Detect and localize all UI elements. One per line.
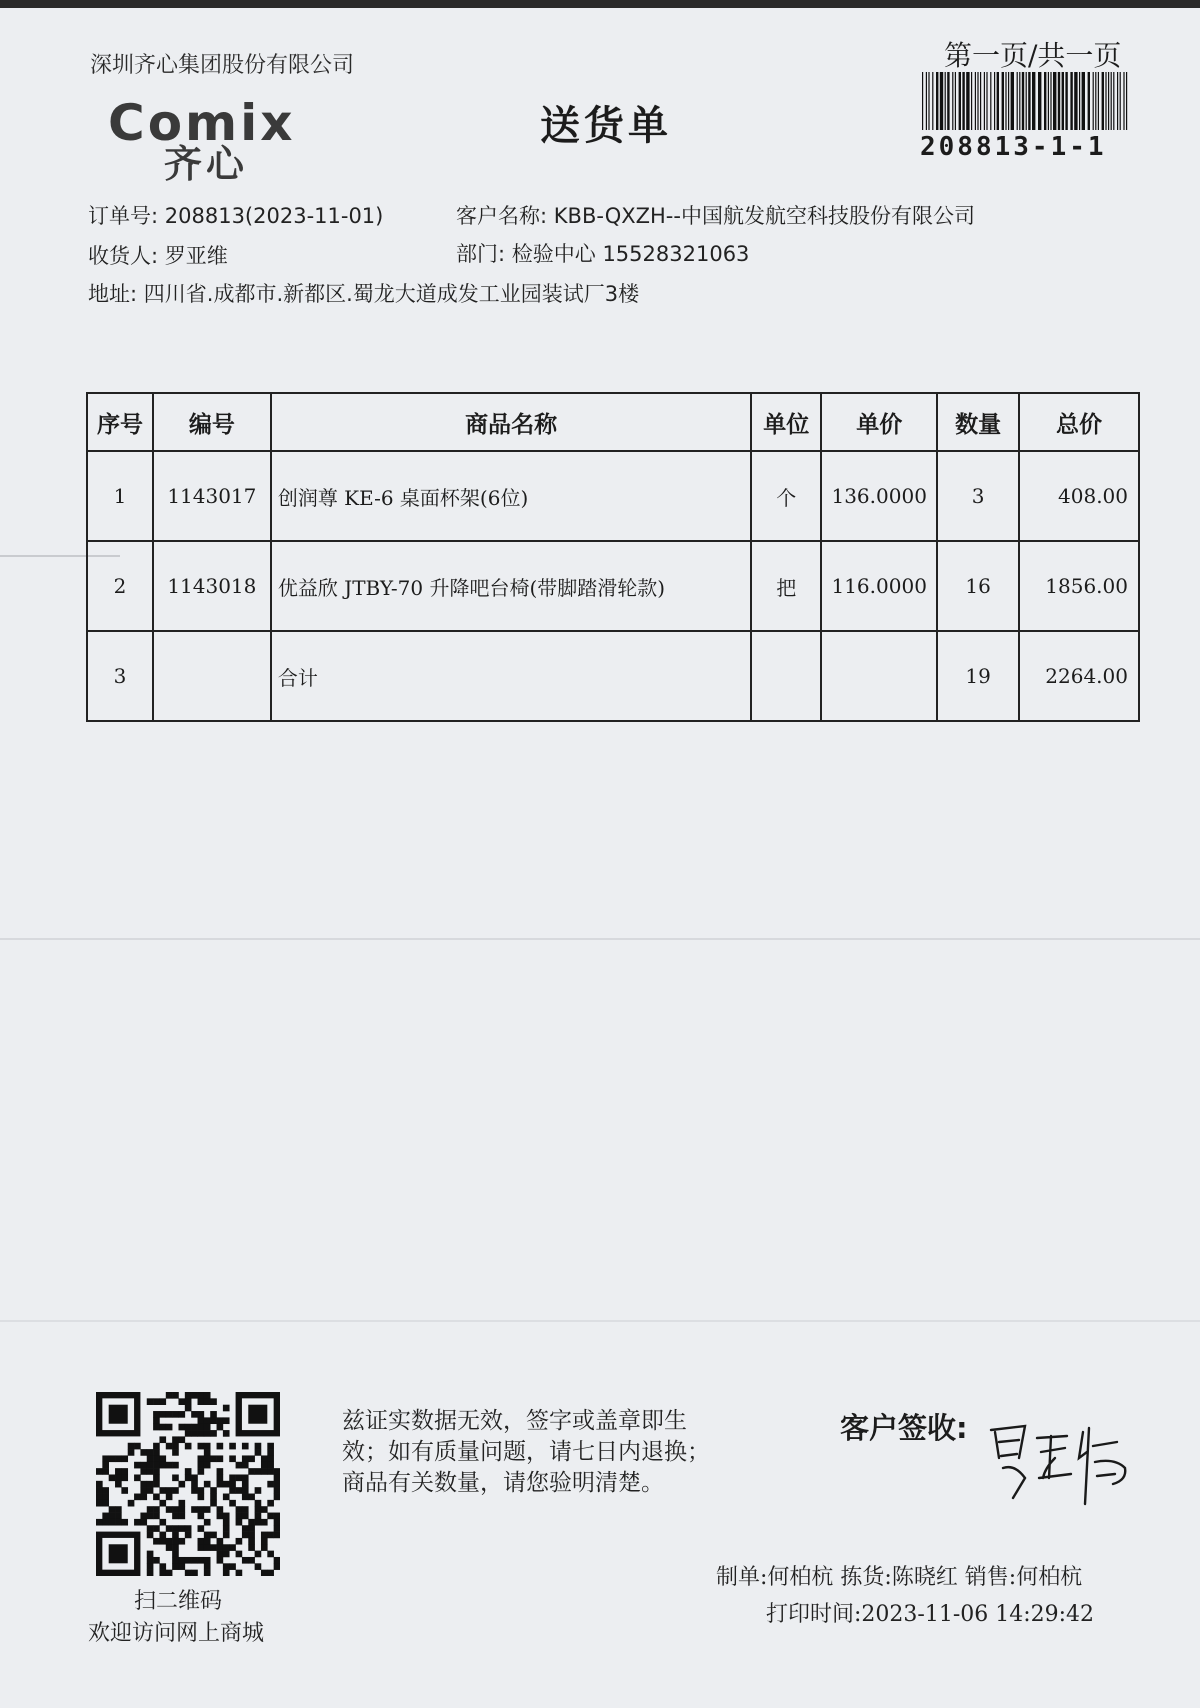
cell-price: 136.0000 <box>821 451 937 541</box>
order-number-value: 208813(2023-11-01) <box>164 204 384 228</box>
barcode-number: 208813-1-1 <box>920 132 1107 162</box>
column-header: 数量 <box>937 393 1019 451</box>
qr-code-image[interactable] <box>96 1392 280 1576</box>
cell-unit: 个 <box>751 451 821 541</box>
column-header: 单价 <box>821 393 937 451</box>
cell-qty: 19 <box>937 631 1019 721</box>
customer-name-value: KBB-QXZH--中国航发航空科技股份有限公司 <box>553 204 975 228</box>
cell-total: 408.00 <box>1019 451 1139 541</box>
department-value: 检验中心 15528321063 <box>511 242 750 266</box>
company-name: 深圳齐心集团股份有限公司 <box>90 53 355 78</box>
logo-chinese: 齐心 <box>164 142 249 186</box>
customer-name <box>456 200 975 230</box>
staff-line: 制单:何柏杭 拣货:陈晓红 销售:何柏杭 <box>716 1565 1083 1590</box>
cell-price: 116.0000 <box>821 541 937 631</box>
column-header: 商品名称 <box>271 393 752 451</box>
table-row <box>87 451 1139 541</box>
receiver-value: 罗亚维 <box>164 244 228 268</box>
cell-seq: 1 <box>87 451 153 541</box>
address <box>88 278 639 308</box>
fold-line <box>0 938 1200 940</box>
paper-top-edge <box>0 0 1200 8</box>
cell-product: 优益欣 JTBY-70 升降吧台椅(带脚踏滑轮款) <box>271 541 752 631</box>
column-header: 序号 <box>87 393 153 451</box>
notice-line: 商品有关数量，请您验明清楚。 <box>342 1470 664 1496</box>
customer-sign-label: 客户签收: <box>840 1411 968 1445</box>
address-label: 地址: <box>88 282 138 306</box>
cell-qty: 3 <box>937 451 1019 541</box>
cell-product: 创润尊 KE-6 桌面杯架(6位) <box>271 451 752 541</box>
cell-product: 合计 <box>271 631 752 721</box>
notice-text <box>342 1406 710 1499</box>
print-time: 打印时间:2023-11-06 14:29:42 <box>766 1602 1095 1627</box>
order-number <box>88 200 383 230</box>
cell-total: 2264.00 <box>1019 631 1139 721</box>
items-table <box>86 392 1140 722</box>
order-number-label: 订单号: <box>88 204 159 228</box>
column-header: 编号 <box>153 393 271 451</box>
column-header: 单位 <box>751 393 821 451</box>
handwritten-signature <box>985 1418 1135 1510</box>
document-title: 送货单 <box>540 103 672 149</box>
cell-total: 1856.00 <box>1019 541 1139 631</box>
comix-logo <box>108 94 358 194</box>
address-value: 四川省.成都市.新都区.蜀龙大道成发工业园装试厂3楼 <box>143 282 640 306</box>
table-row <box>87 541 1139 631</box>
cell-price <box>821 631 937 721</box>
cell-code <box>153 631 271 721</box>
notice-line: 效；如有质量问题，请七日内退换； <box>342 1439 710 1465</box>
page-info: 第一页/共一页 <box>944 39 1122 72</box>
customer-name-label: 客户名称: <box>456 204 548 228</box>
fold-line <box>0 1320 1200 1322</box>
cell-unit: 把 <box>751 541 821 631</box>
notice-line: 兹证实数据无效，签字或盖章即生 <box>342 1408 687 1434</box>
table-header-row <box>87 393 1139 451</box>
department <box>456 238 749 268</box>
cell-seq: 2 <box>87 541 153 631</box>
cell-seq: 3 <box>87 631 153 721</box>
column-header: 总价 <box>1019 393 1139 451</box>
receiver <box>88 240 228 270</box>
barcode-image <box>920 72 1132 130</box>
cell-qty: 16 <box>937 541 1019 631</box>
cell-code: 1143018 <box>153 541 271 631</box>
department-label: 部门: <box>456 242 506 266</box>
logo-text: Comix <box>108 94 296 152</box>
qr-caption-mall: 欢迎访问网上商城 <box>88 1621 265 1646</box>
table-row-total <box>87 631 1139 721</box>
cell-code: 1143017 <box>153 451 271 541</box>
cell-unit <box>751 631 821 721</box>
qr-caption: 扫二维码 <box>134 1589 223 1614</box>
receiver-label: 收货人: <box>88 244 159 268</box>
